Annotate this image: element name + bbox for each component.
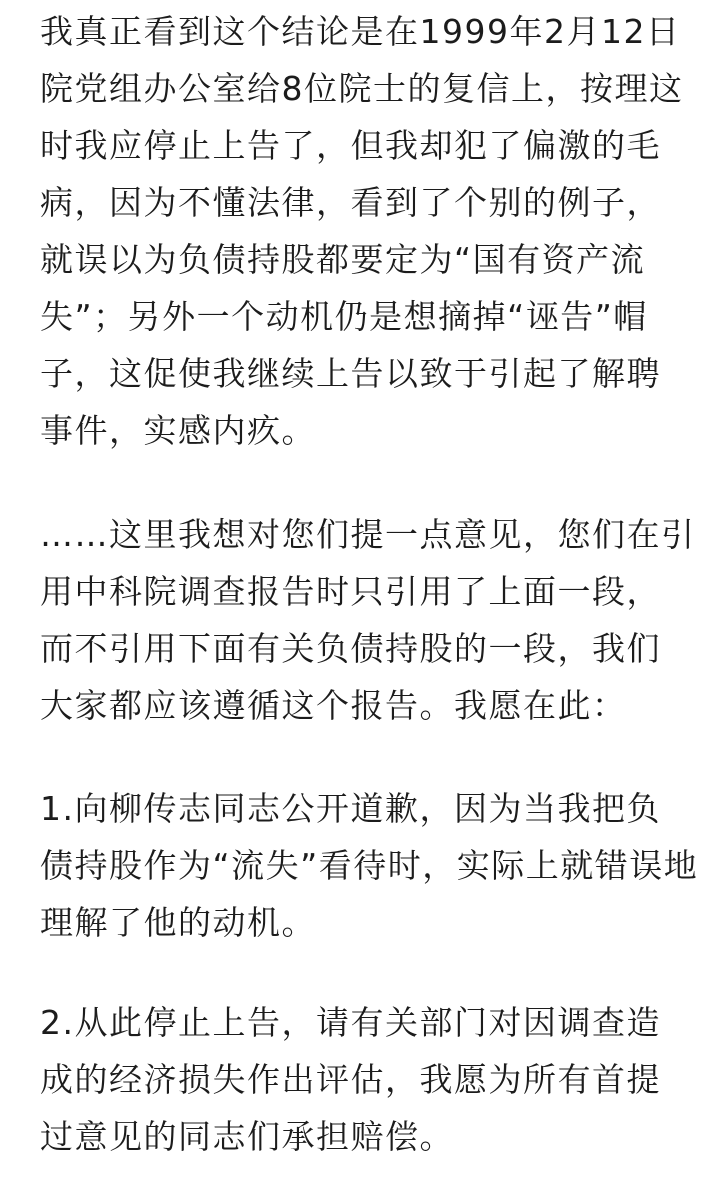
- text-line: 子，这促使我继续上告以致于引起了解聘: [40, 354, 661, 393]
- text-line: 1.向柳传志同志公开道歉，因为当我把负: [40, 789, 661, 828]
- text-line: 失”；另外一个动机仍是想摘掉“诬告”帽: [40, 297, 648, 336]
- paragraph-item-1: [40, 780, 699, 951]
- text-line: 就误以为负债持股都要定为“国有资产流: [40, 240, 646, 279]
- text-line: 院党组办公室给8位院士的复信上，按理这: [40, 69, 684, 108]
- text-line: 大家都应该遵循这个报告。我愿在此：: [40, 686, 627, 725]
- text-line: 我真正看到这个结论是在1999年2月12日: [40, 12, 681, 51]
- text-line: 事件，实感内疚。: [40, 411, 316, 450]
- text-line: 而不引用下面有关负债持股的一段，我们: [40, 629, 661, 668]
- text-line: 时我应停止上告了，但我却犯了偏激的毛: [40, 126, 661, 165]
- paragraph-item-2: [40, 994, 690, 1165]
- paragraph-conclusion: [40, 3, 690, 459]
- paragraph-opinion: [40, 506, 696, 734]
- text-line: 病，因为不懂法律，看到了个别的例子，: [40, 183, 661, 222]
- text-line: 债持股作为“流失”看待时，实际上就错误地: [40, 846, 699, 885]
- text-line: 2.从此停止上告，请有关部门对因调查造: [40, 1003, 661, 1042]
- text-line: ……这里我想对您们提一点意见，您们在引: [40, 515, 696, 554]
- text-line: 成的经济损失作出评估，我愿为所有首提: [40, 1060, 661, 1099]
- text-line: 理解了他的动机。: [40, 903, 316, 942]
- text-line: 过意见的同志们承担赔偿。: [40, 1117, 454, 1156]
- text-line: 用中科院调查报告时只引用了上面一段，: [40, 572, 661, 611]
